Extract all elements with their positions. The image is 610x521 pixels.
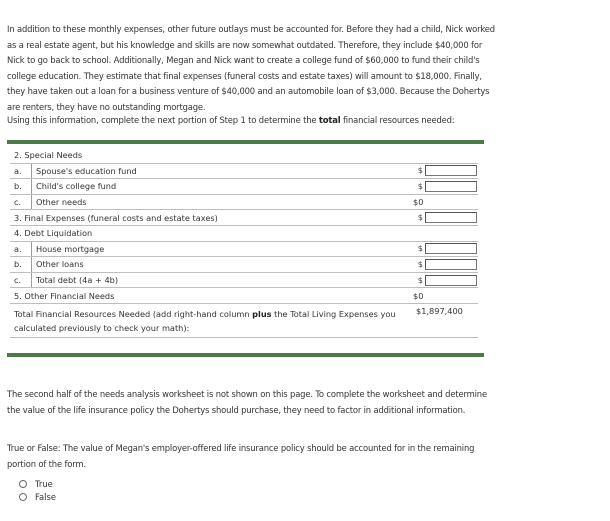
child-college-fund-input[interactable] [425,181,477,192]
final-expenses-input[interactable] [425,212,477,223]
dollar-sign: $ [417,243,423,254]
total-amount: $1,897,400 [413,303,478,337]
house-mortgage-input[interactable] [425,243,477,254]
table-row [10,257,478,273]
amount-cell [413,272,478,288]
row-letter: b. [10,179,32,195]
other-financial-needs-row [10,288,478,304]
row-letter: c. [10,194,32,210]
total-row [10,303,478,337]
row-label: Other loans [32,257,414,273]
table-row [10,241,478,257]
option-label: False [35,491,57,502]
row-label: Child's college fund [32,179,414,195]
debt-liquidation-heading: 4. Debt Liquidation [10,225,478,241]
special-needs-heading-row [10,148,478,163]
final-expenses-label: 3. Final Expenses (funeral costs and estate taxes) [10,210,413,226]
other-loans-input[interactable] [425,259,477,270]
true-false-radio-group [19,477,56,503]
total-label-bold: plus [252,308,272,319]
other-needs-amount: $0 [413,194,478,210]
other-financial-needs-amount: $0 [413,288,478,304]
question-text: True or False: The value of Megan's employer-offered life insurance policy should be accounted for in the remaining portion of the form. [7,443,475,469]
dollar-sign: $ [417,212,423,223]
other-financial-needs-label: 5. Other Financial Needs [10,288,413,304]
dollar-sign: $ [417,180,423,191]
debt-liquidation-heading-row [10,225,478,241]
section-divider-top [7,140,484,144]
option-true[interactable] [19,477,56,490]
radio-false[interactable] [19,493,27,501]
radio-true[interactable] [19,480,27,488]
table-row [10,163,478,179]
amount-cell [413,179,478,195]
followup-paragraph: The second half of the needs analysis worksheet is not shown on this page. To complete the worksheet and determine the value of the life insurance policy the Dohertys should purchase, they need to factor in additional information. [7,389,487,415]
amount-cell [413,210,478,226]
total-label-part: Total Financial Resources Needed (add right-hand column [14,308,253,319]
needs-worksheet-table [10,148,478,338]
row-letter: a. [10,163,32,179]
scenario-paragraph: In addition to these monthly expenses, other future outlays must be accounted for. Before they had a child, Nick worked as a real estate agent, but his knowledge and skills are now somewhat outdated. Therefore, they include $40,000 for Nick to go back to school. Additionally, Megan and Nick want to create a college fund of $60,000 to fund their child's college education. They estimate that final expenses (funeral costs and estate taxes) will amount to $18,000. Finally, they have taken out a loan for a business venture of $40,000 and an automobile loan of $3,000. Because the Dohertys are renters, they have no outstanding mortgage. [7,24,495,112]
table-row [10,194,478,210]
instruction-text [7,113,497,129]
spouse-education-fund-input[interactable] [425,165,477,176]
section-divider-bottom [7,353,484,357]
amount-cell [413,241,478,257]
instruction-text-part: financial resources needed: [340,115,455,125]
option-false[interactable] [19,490,56,503]
amount-cell [413,257,478,273]
dollar-sign: $ [417,165,423,176]
row-label: Total debt (4a + 4b) [32,272,414,288]
table-row [10,272,478,288]
row-letter: c. [10,272,32,288]
row-label: House mortgage [32,241,414,257]
row-letter: a. [10,241,32,257]
row-label: Other needs [32,194,414,210]
dollar-sign: $ [417,258,423,269]
amount-cell [413,163,478,179]
total-label [10,303,413,337]
instruction-text-part: Using this information, complete the next portion of Step 1 to determine the [7,115,319,125]
total-debt-input[interactable] [425,275,477,286]
special-needs-heading: 2. Special Needs [10,148,478,163]
instruction-bold-word: total [318,115,341,125]
row-label: Spouse's education fund [32,163,414,179]
total-label-part: the Total Living Expenses you calculated previously to check your math): [14,308,396,333]
row-letter: b. [10,257,32,273]
table-row [10,179,478,195]
final-expenses-row [10,210,478,226]
dollar-sign: $ [417,274,423,285]
option-label: True [35,478,53,489]
